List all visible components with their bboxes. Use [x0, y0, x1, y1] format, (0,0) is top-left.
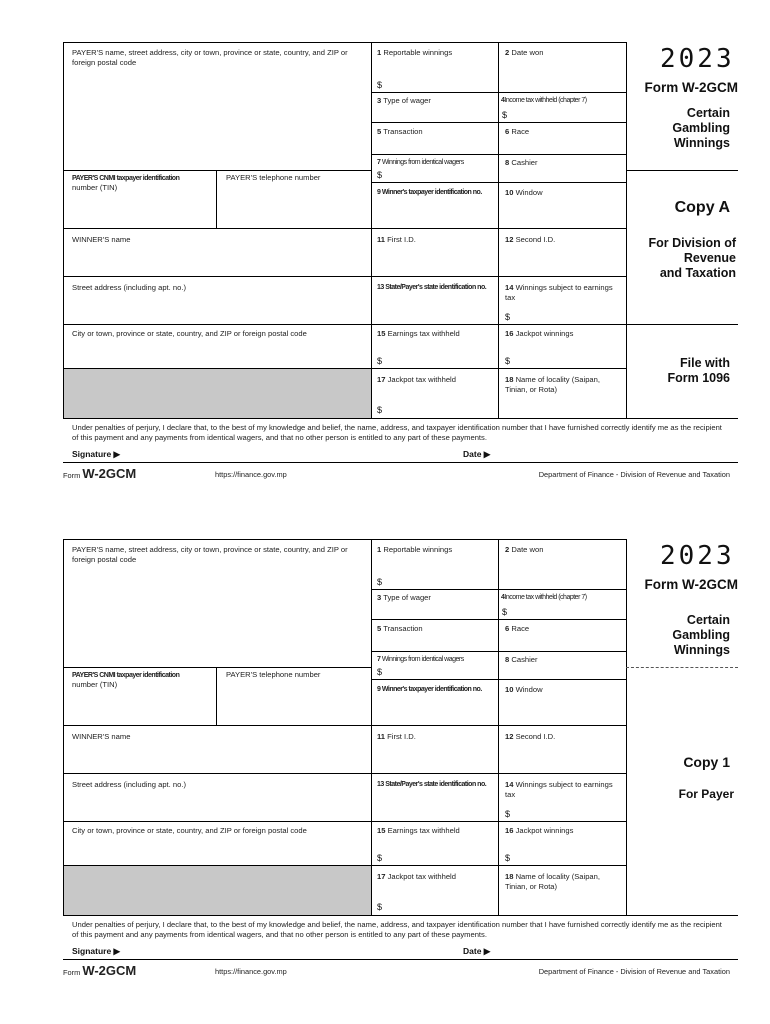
box15-dollar: $: [377, 356, 383, 366]
signature-label[interactable]: Signature ▶: [72, 946, 121, 956]
box17-dollar: $: [377, 902, 383, 912]
box4-dollar: $: [502, 110, 508, 120]
footer-url[interactable]: https://finance.gov.mp: [215, 470, 287, 479]
tax-year: 2023: [660, 541, 735, 571]
penalty-statement: Under penalties of perjury, I declare that, to the best of my knowledge and belief, the name, address, and taxpayer identification number that I have furnished correctly identify me as the recipient of this payment and any payments from identical wagers, and that no other person is entitled to any part of these payments.: [72, 423, 722, 442]
box4-dollar: $: [502, 607, 508, 617]
winner-name-label: WINNER'S name: [72, 235, 131, 244]
box16-label: Jackpot winnings: [515, 329, 574, 338]
tax-year: 2023: [660, 44, 735, 74]
copy-title: Copy A: [674, 199, 730, 216]
box14-dollar: $: [505, 312, 511, 322]
form-subtitle: Certain Gambling Winnings: [672, 613, 730, 657]
box13-label: State/Payer's state identification no.: [385, 284, 487, 291]
date-label[interactable]: Date ▶: [463, 946, 491, 956]
box1-dollar: $: [377, 80, 383, 90]
box3-label: Type of wager: [383, 96, 431, 105]
payer-name-label: PAYER'S name, street address, city or town, province or state, country, and ZIP or foreign postal code: [72, 545, 348, 564]
box7-label: Winnings from identical wagers: [381, 159, 464, 166]
form-copy-a: PAYER'S name, street address, city or town, province or state, country, and ZIP or foreign postal code PAYER'S CNMI taxpayer identification number (TIN) PAYER'S telephone number WINNER'S name Street address (including apt. no.) City or town, province or state, country, and ZIP or foreign postal code 1 Reportable winnings $ 2 Date won 3 Type of wager 4Income tax withheld (chapter 7) $ 5 Transaction 6 Race 7 Winnings from identical wagers $ 8 Cashier 9 Winner's taxpayer identification no. 10 Window 11 First I.D. 12 Second I.D. 13 State/Payer's state identification no. 14 Winnings subject to earnings tax $ 15 Earnings tax withheld $ 16 Jackpot winnings $ 17 Jackpot tax withheld $ 18 Name of locality (Saipan, Tinian, or Rota) 2023 Form W-2GCM Certain Gambling Winnings Copy A For Division of Revenue and Taxation File with Form 1096 Under penalties of perjury, I declare that, to the best of my knowledge and belief, the name, address, and taxpayer identification number that I have furnished correctly identify me as the recipient of this payment and any payments from identical wagers, and that no other person is entitled to any part of these payments. Signature ▶ Date ▶ Form W-2GCM https://finance.gov.mp Department of Finance - Division of Revenue and Taxation: [63, 44, 738, 481]
box15-label: Earnings tax withheld: [387, 329, 460, 338]
copy-for: For Division of Revenue and Taxation: [648, 236, 736, 280]
box17-dollar: $: [377, 405, 383, 415]
box16-dollar: $: [505, 853, 511, 863]
box14-dollar: $: [505, 809, 511, 819]
box14-label: Winnings subject to earnings tax: [505, 780, 613, 799]
box5-label: Transaction: [383, 127, 423, 136]
box5-label: Transaction: [383, 624, 423, 633]
box8-label: Cashier: [511, 655, 538, 664]
box15-label: Earnings tax withheld: [387, 826, 460, 835]
street-label: Street address (including apt. no.): [72, 283, 186, 292]
box1-label: Reportable winnings: [383, 48, 453, 57]
box3-label: Type of wager: [383, 593, 431, 602]
box11-label: First I.D.: [387, 732, 416, 741]
payer-tin-label: PAYER'S CNMI taxpayer identification: [72, 672, 180, 679]
footer-form-name: W-2GCM: [82, 466, 137, 481]
box8-label: Cashier: [511, 158, 538, 167]
footer-dept: Department of Finance - Division of Revenue and Taxation: [538, 967, 730, 976]
box7-label: Winnings from identical wagers: [381, 656, 464, 663]
box17-label: Jackpot tax withheld: [387, 375, 456, 384]
box12-label: Second I.D.: [515, 235, 556, 244]
payer-phone-label: PAYER'S telephone number: [226, 670, 321, 679]
form-name: Form W-2GCM: [644, 80, 738, 95]
footer-dept: Department of Finance - Division of Revenue and Taxation: [538, 470, 730, 479]
box18-label: Name of locality (Saipan, Tinian, or Rota): [505, 375, 600, 394]
payer-phone-label: PAYER'S telephone number: [226, 173, 321, 182]
box1-label: Reportable winnings: [383, 545, 453, 554]
box9-label: Winner's taxpayer identification no.: [381, 189, 482, 196]
winner-name-label: WINNER'S name: [72, 732, 131, 741]
form-subtitle: Certain Gambling Winnings: [672, 106, 730, 150]
box15-dollar: $: [377, 853, 383, 863]
box2-label: Date won: [511, 48, 544, 57]
box10-label: Window: [515, 188, 543, 197]
city-label: City or town, province or state, country, and ZIP or foreign postal code: [72, 826, 307, 835]
box4-label: Income tax withheld (chapter 7): [504, 97, 587, 104]
copy-title: Copy 1: [683, 754, 730, 770]
footer-form-name: W-2GCM: [82, 963, 137, 978]
box6-label: Race: [511, 624, 530, 633]
box14-label: Winnings subject to earnings tax: [505, 283, 613, 302]
box4-label: Income tax withheld (chapter 7): [504, 594, 587, 601]
form-copy-1: PAYER'S name, street address, city or town, province or state, country, and ZIP or foreign postal code PAYER'S CNMI taxpayer identification number (TIN) PAYER'S telephone number WINNER'S name Street address (including apt. no.) City or town, province or state, country, and ZIP or foreign postal code 1 Reportable winnings $ 2 Date won 3 Type of wager 4Income tax withheld (chapter 7) $ 5 Transaction 6 Race 7 Winnings from identical wagers $ 8 Cashier 9 Winner's taxpayer identification no. 10 Window 11 First I.D. 12 Second I.D. 13 State/Payer's state identification no. 14 Winnings subject to earnings tax $ 15 Earnings tax withheld $ 16 Jackpot winnings $ 17 Jackpot tax withheld $ 18 Name of locality (Saipan, Tinian, or Rota) 2023 Form W-2GCM Certain Gambling Winnings Copy 1 For Payer Under penalties of perjury, I declare that, to the best of my knowledge and belief, the name, address, and taxpayer identification number that I have furnished correctly identify me as the recipient of this payment and any payments from identical wagers, and that no other person is entitled to any part of these payments. Signature ▶ Date ▶ Form W-2GCM https://finance.gov.mp Department of Finance - Division of Revenue and Taxation: [63, 541, 738, 978]
street-label: Street address (including apt. no.): [72, 780, 186, 789]
box12-label: Second I.D.: [515, 732, 556, 741]
city-label: City or town, province or state, country, and ZIP or foreign postal code: [72, 329, 307, 338]
box9-label: Winner's taxpayer identification no.: [381, 686, 482, 693]
form-name: Form W-2GCM: [644, 577, 738, 592]
penalty-statement: Under penalties of perjury, I declare that, to the best of my knowledge and belief, the name, address, and taxpayer identification number that I have furnished correctly identify me as the recipient of this payment and any payments from identical wagers, and that no other person is entitled to any part of these payments.: [72, 920, 722, 939]
box1-dollar: $: [377, 577, 383, 587]
payer-tin-label: PAYER'S CNMI taxpayer identification: [72, 175, 180, 182]
footer-url[interactable]: https://finance.gov.mp: [215, 967, 287, 976]
shaded-area: [64, 369, 371, 418]
box6-label: Race: [511, 127, 530, 136]
payer-tin-label2: number (TIN): [72, 680, 118, 689]
box11-label: First I.D.: [387, 235, 416, 244]
payer-name-label: PAYER'S name, street address, city or town, province or state, country, and ZIP or foreign postal code: [72, 48, 348, 67]
box7-dollar: $: [377, 667, 383, 677]
payer-tin-label2: number (TIN): [72, 183, 118, 192]
signature-label[interactable]: Signature ▶: [72, 449, 121, 459]
box18-label: Name of locality (Saipan, Tinian, or Rota): [505, 872, 600, 891]
file-with: File with Form 1096: [667, 356, 730, 385]
date-label[interactable]: Date ▶: [463, 449, 491, 459]
box2-label: Date won: [511, 545, 544, 554]
box16-label: Jackpot winnings: [515, 826, 574, 835]
box16-dollar: $: [505, 356, 511, 366]
box17-label: Jackpot tax withheld: [387, 872, 456, 881]
box10-label: Window: [515, 685, 543, 694]
box13-label: State/Payer's state identification no.: [385, 781, 487, 788]
shaded-area: [64, 866, 371, 915]
box7-dollar: $: [377, 170, 383, 180]
copy-for: For Payer: [678, 787, 734, 801]
